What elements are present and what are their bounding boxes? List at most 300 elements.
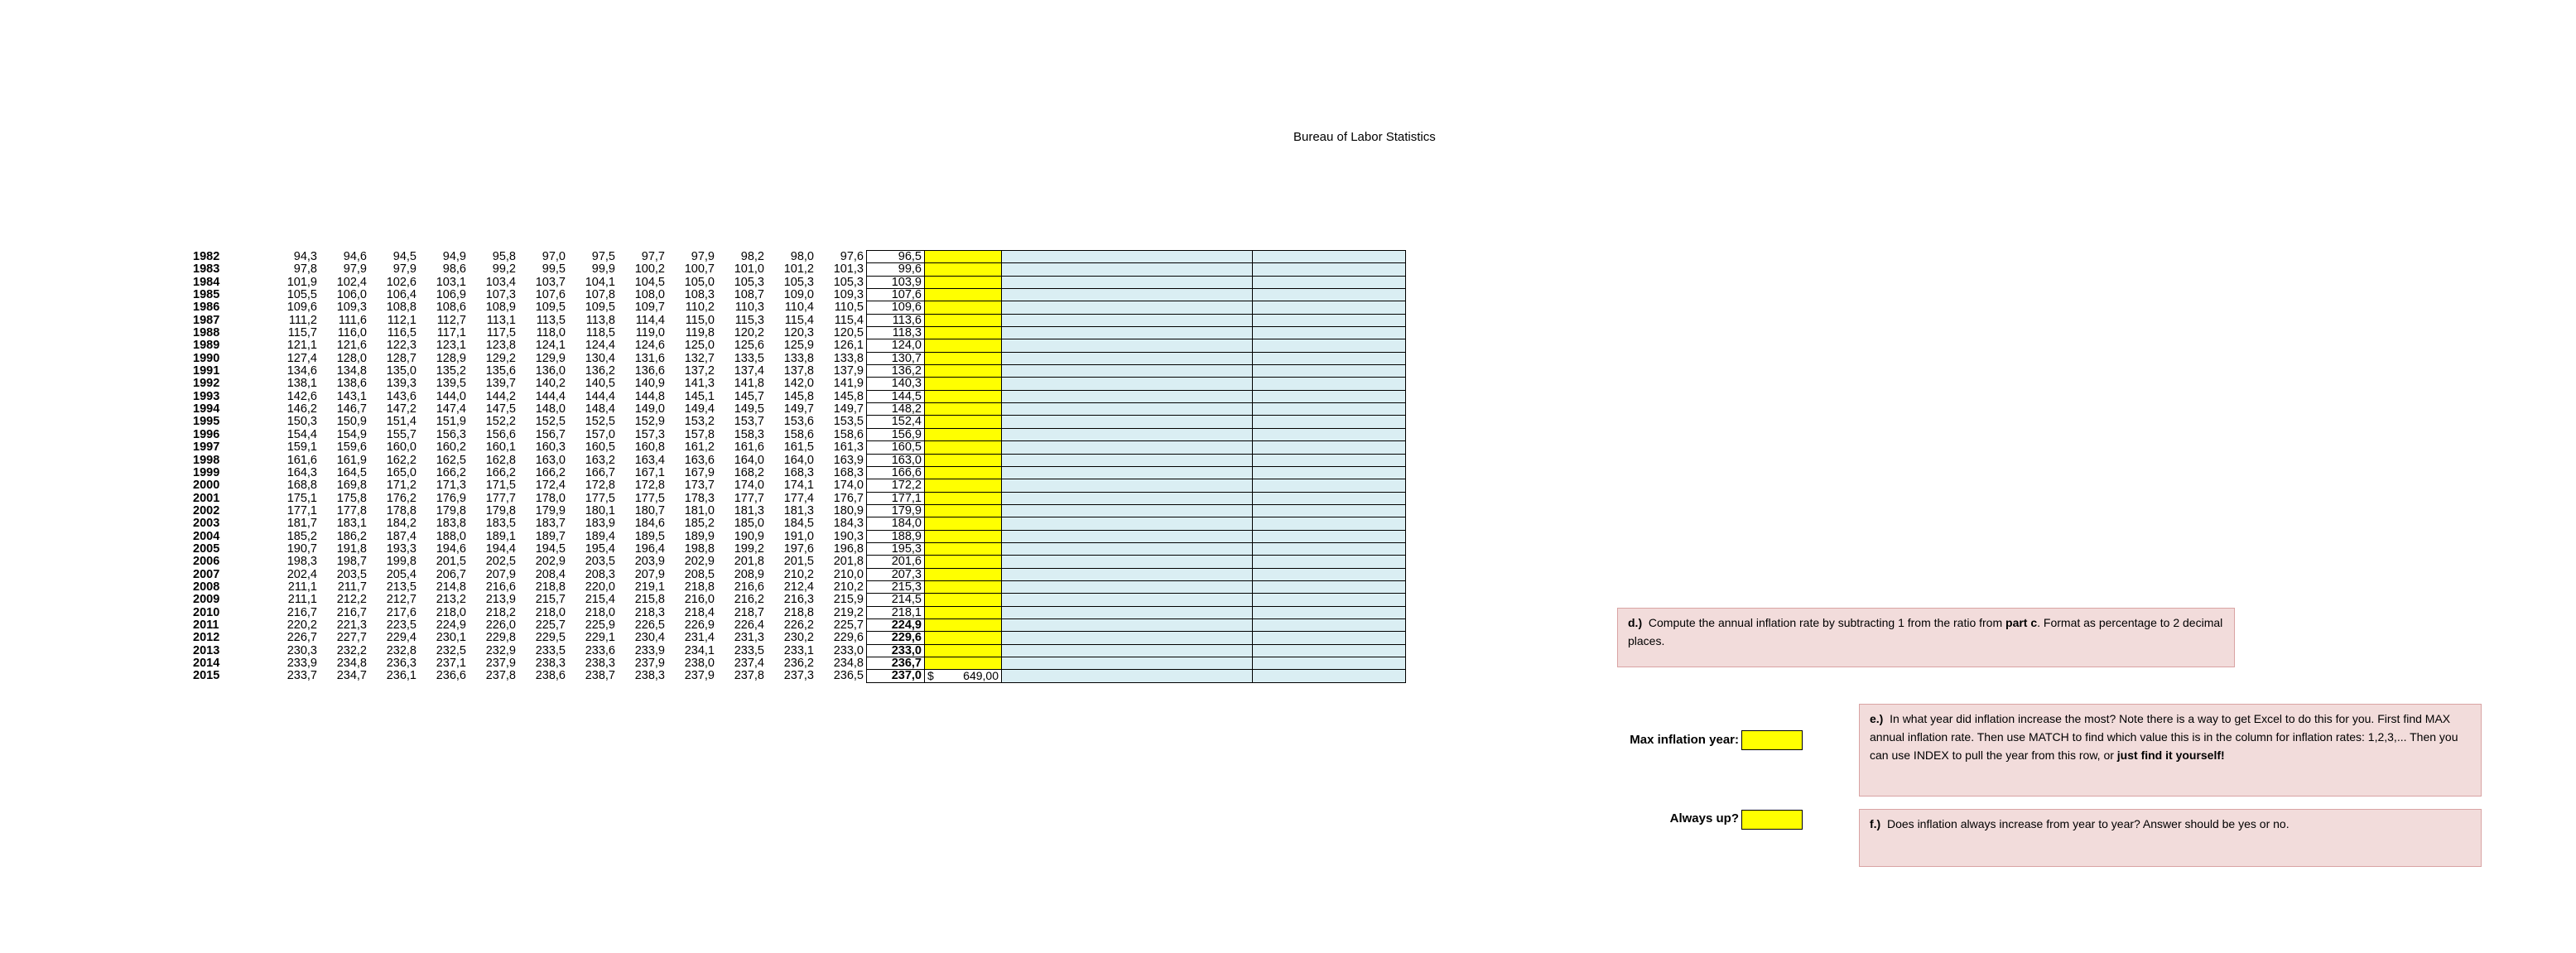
inflation-rate-cell[interactable] bbox=[1002, 378, 1253, 390]
annual-average-cell[interactable]: 233,0 bbox=[867, 644, 925, 657]
annual-average-cell[interactable]: 166,6 bbox=[867, 466, 925, 479]
year-cell: 1984 bbox=[193, 276, 220, 289]
extra-input-cell[interactable] bbox=[1253, 530, 1406, 542]
ratio-input-cell[interactable] bbox=[925, 644, 1002, 657]
month-cpi-cell: 189,4 bbox=[585, 530, 615, 543]
month-cpi-cell: 136,6 bbox=[634, 364, 665, 378]
month-cpi-cell: 109,7 bbox=[634, 301, 665, 315]
note-f-text: Does inflation always increase from year to year? Answer should be yes or no. bbox=[1887, 817, 2290, 830]
month-cpi-cell: 234,1 bbox=[684, 644, 715, 657]
month-cpi-cell: 129,9 bbox=[535, 352, 566, 365]
month-cpi-cell: 217,6 bbox=[386, 606, 416, 619]
inflation-rate-cell[interactable] bbox=[1002, 606, 1253, 618]
extra-input-cell[interactable] bbox=[1253, 441, 1406, 454]
month-cpi-cell: 101,2 bbox=[783, 262, 814, 277]
table-row bbox=[190, 352, 1406, 364]
ratio-input-cell[interactable] bbox=[925, 428, 1002, 440]
month-cpi-cell: 190,7 bbox=[286, 542, 317, 556]
year-cell: 1988 bbox=[193, 326, 220, 339]
year-cell: 2012 bbox=[193, 631, 220, 645]
extra-input-cell[interactable] bbox=[1253, 390, 1406, 402]
month-cpi-cell: 176,9 bbox=[436, 492, 466, 505]
inflation-rate-cell[interactable] bbox=[1002, 301, 1253, 314]
table-row bbox=[190, 670, 1406, 682]
extra-input-cell[interactable] bbox=[1253, 251, 1406, 263]
extra-input-cell[interactable] bbox=[1253, 416, 1406, 428]
month-cpi-cell: 172,8 bbox=[634, 479, 665, 493]
inflation-rate-cell[interactable] bbox=[1002, 454, 1253, 466]
month-cpi-cell: 97,8 bbox=[293, 262, 317, 277]
extra-input-cell[interactable] bbox=[1253, 263, 1406, 276]
annual-average-cell[interactable]: 130,7 bbox=[867, 352, 925, 364]
extra-input-cell[interactable] bbox=[1253, 289, 1406, 301]
month-cpi-cell: 178,0 bbox=[535, 492, 566, 505]
ratio-input-cell[interactable] bbox=[925, 327, 1002, 339]
month-cpi-cell: 109,5 bbox=[585, 301, 615, 315]
extra-input-cell[interactable] bbox=[1253, 327, 1406, 339]
table-row bbox=[190, 289, 1406, 301]
inflation-rate-cell[interactable] bbox=[1002, 251, 1253, 263]
ratio-input-cell[interactable] bbox=[925, 251, 1002, 263]
annual-average-cell[interactable]: 236,7 bbox=[867, 657, 925, 670]
month-cpi-cell: 128,9 bbox=[436, 352, 466, 365]
month-cpi-cell: 119,0 bbox=[635, 326, 665, 339]
month-cpi-cell: 99,2 bbox=[492, 262, 516, 277]
month-cpi-cell: 227,7 bbox=[336, 631, 367, 645]
annual-average-cell[interactable]: 99,6 bbox=[867, 263, 925, 276]
ratio-input-cell[interactable] bbox=[925, 390, 1002, 402]
year-cell: 2004 bbox=[193, 530, 220, 543]
inflation-rate-cell[interactable] bbox=[1002, 263, 1253, 276]
extra-input-cell[interactable] bbox=[1253, 632, 1406, 644]
annual-average-cell[interactable]: 214,5 bbox=[867, 594, 925, 606]
annual-average-cell[interactable]: 237,0 bbox=[867, 670, 925, 682]
month-cpi-cell: 183,5 bbox=[485, 517, 516, 531]
month-cpi-cell: 104,5 bbox=[634, 276, 665, 289]
month-cpi-cell: 110,3 bbox=[734, 301, 764, 315]
month-cpi-cell: 213,5 bbox=[386, 580, 416, 594]
table-row bbox=[190, 365, 1406, 378]
table-row bbox=[190, 378, 1406, 390]
inflation-rate-cell[interactable] bbox=[1002, 352, 1253, 364]
inflation-rate-cell[interactable] bbox=[1002, 568, 1253, 580]
cpi-table-body bbox=[190, 251, 1406, 683]
annual-average-cell[interactable]: 172,2 bbox=[867, 479, 925, 492]
inflation-rate-cell[interactable] bbox=[1002, 314, 1253, 326]
annual-average-cell[interactable]: 184,0 bbox=[867, 517, 925, 530]
month-cpi-cell: 215,4 bbox=[585, 593, 615, 607]
month-cpi-cell: 94,6 bbox=[343, 250, 367, 263]
table-row bbox=[190, 606, 1406, 618]
month-cpi-cell: 133,8 bbox=[783, 352, 814, 365]
month-cpi-cell: 141,8 bbox=[734, 377, 764, 391]
extra-input-cell[interactable] bbox=[1253, 606, 1406, 618]
month-cpi-cell: 160,8 bbox=[634, 440, 665, 454]
month-cpi-cell: 108,7 bbox=[734, 288, 764, 301]
month-cpi-cell: 225,7 bbox=[535, 618, 566, 632]
note-f-label: f.) bbox=[1870, 817, 1881, 830]
month-cpi-cell: 224,9 bbox=[436, 618, 466, 632]
note-part-f bbox=[1859, 809, 2482, 867]
table-row bbox=[190, 644, 1406, 657]
month-cpi-cell: 177,7 bbox=[485, 492, 516, 505]
annual-average-cell[interactable]: 177,1 bbox=[867, 492, 925, 504]
extra-input-cell[interactable] bbox=[1253, 594, 1406, 606]
month-cpi-cell: 103,1 bbox=[436, 276, 466, 289]
month-cpi-cell: 100,2 bbox=[634, 262, 665, 277]
month-cpi-cell: 108,8 bbox=[386, 301, 416, 315]
extra-input-cell[interactable] bbox=[1253, 339, 1406, 352]
month-cpi-cell: 105,3 bbox=[783, 276, 814, 289]
month-cpi-cell: 177,5 bbox=[634, 492, 665, 505]
month-cpi-cell: 103,4 bbox=[485, 276, 516, 289]
annual-average-cell[interactable]: 144,5 bbox=[867, 390, 925, 402]
ratio-input-cell[interactable] bbox=[925, 580, 1002, 593]
ratio-input-cell[interactable] bbox=[925, 530, 1002, 542]
month-cpi-cell: 157,0 bbox=[585, 428, 615, 441]
year-cell: 1993 bbox=[193, 390, 220, 403]
month-cpi-cell: 233,0 bbox=[833, 644, 864, 657]
annual-average-cell[interactable]: 224,9 bbox=[867, 618, 925, 631]
ratio-input-cell[interactable] bbox=[925, 289, 1002, 301]
annual-average-cell[interactable]: 195,3 bbox=[867, 542, 925, 555]
month-cpi-cell: 123,8 bbox=[485, 339, 516, 353]
price-cell[interactable] bbox=[925, 670, 1002, 682]
month-cpi-cell: 141,9 bbox=[833, 377, 864, 391]
page-title: Bureau of Labor Statistics bbox=[1293, 130, 1436, 144]
month-cpi-cell: 97,9 bbox=[343, 262, 367, 277]
ratio-input-cell[interactable] bbox=[925, 403, 1002, 416]
month-cpi-cell: 189,1 bbox=[485, 530, 516, 543]
note-part-d bbox=[1617, 608, 2235, 667]
month-cpi-cell: 144,4 bbox=[585, 390, 615, 403]
month-cpi-cell: 216,7 bbox=[336, 606, 367, 619]
table-row bbox=[190, 657, 1406, 670]
ratio-input-cell[interactable] bbox=[925, 606, 1002, 618]
month-cpi-cell: 185,0 bbox=[734, 517, 764, 531]
month-cpi-cell: 95,8 bbox=[492, 250, 516, 263]
annual-average-cell[interactable]: 179,9 bbox=[867, 504, 925, 517]
inflation-rate-cell[interactable] bbox=[1002, 517, 1253, 530]
extra-input-cell[interactable] bbox=[1253, 301, 1406, 314]
month-cpi-cell: 118,5 bbox=[585, 326, 615, 339]
annual-average-cell[interactable]: 107,6 bbox=[867, 289, 925, 301]
annual-average-cell[interactable]: 207,3 bbox=[867, 568, 925, 580]
ratio-input-cell[interactable] bbox=[925, 454, 1002, 466]
month-cpi-cell: 138,6 bbox=[336, 377, 367, 391]
inflation-rate-cell[interactable] bbox=[1002, 327, 1253, 339]
month-cpi-cell: 134,8 bbox=[336, 364, 367, 378]
extra-input-cell[interactable] bbox=[1253, 504, 1406, 517]
extra-input-cell[interactable] bbox=[1253, 568, 1406, 580]
annual-average-cell[interactable]: 124,0 bbox=[867, 339, 925, 352]
month-cpi-cell: 119,8 bbox=[685, 326, 715, 339]
month-cpi-cell: 230,2 bbox=[783, 631, 814, 645]
ratio-input-cell[interactable] bbox=[925, 301, 1002, 314]
month-cpi-cell: 105,5 bbox=[286, 288, 317, 301]
annual-average-cell[interactable]: 148,2 bbox=[867, 403, 925, 416]
annual-average-cell[interactable]: 201,6 bbox=[867, 556, 925, 568]
month-cpi-cell: 149,5 bbox=[734, 402, 764, 416]
month-cpi-cell: 162,5 bbox=[436, 454, 466, 467]
inflation-rate-cell[interactable] bbox=[1002, 339, 1253, 352]
month-cpi-cell: 186,2 bbox=[336, 530, 367, 543]
ratio-input-cell[interactable] bbox=[925, 632, 1002, 644]
month-cpi-cell: 183,8 bbox=[436, 517, 466, 531]
table-row bbox=[190, 403, 1406, 416]
extra-input-cell[interactable] bbox=[1253, 365, 1406, 378]
month-cpi-cell: 171,2 bbox=[386, 479, 416, 493]
extra-input-cell[interactable] bbox=[1253, 428, 1406, 440]
month-cpi-cell: 156,3 bbox=[436, 428, 466, 441]
month-cpi-cell: 190,9 bbox=[734, 530, 764, 543]
month-cpi-cell: 100,7 bbox=[684, 262, 715, 277]
ratio-input-cell[interactable] bbox=[925, 352, 1002, 364]
month-cpi-cell: 151,9 bbox=[436, 415, 466, 429]
ratio-input-cell[interactable] bbox=[925, 504, 1002, 517]
note-e-label: e.) bbox=[1870, 712, 1884, 725]
ratio-input-cell[interactable] bbox=[925, 263, 1002, 276]
extra-input-cell[interactable] bbox=[1253, 517, 1406, 530]
always-up-label: Always up? bbox=[1669, 811, 1739, 825]
inflation-rate-cell[interactable] bbox=[1002, 441, 1253, 454]
inflation-rate-cell[interactable] bbox=[1002, 632, 1253, 644]
year-cell: 2003 bbox=[193, 517, 220, 531]
ratio-input-cell[interactable] bbox=[925, 657, 1002, 670]
extra-input-cell[interactable] bbox=[1253, 276, 1406, 288]
month-cpi-cell: 211,7 bbox=[337, 580, 367, 594]
year-cell: 1996 bbox=[193, 428, 220, 441]
ratio-input-cell[interactable] bbox=[925, 441, 1002, 454]
month-cpi-cell: 128,0 bbox=[336, 352, 367, 365]
table-row bbox=[190, 327, 1406, 339]
month-cpi-cell: 233,7 bbox=[286, 669, 317, 683]
month-cpi-cell: 111,2 bbox=[288, 314, 317, 327]
inflation-rate-cell[interactable] bbox=[1002, 670, 1253, 682]
month-cpi-cell: 212,2 bbox=[336, 593, 367, 607]
month-cpi-cell: 233,9 bbox=[634, 644, 665, 657]
month-cpi-cell: 179,8 bbox=[485, 504, 516, 517]
month-cpi-cell: 208,4 bbox=[535, 568, 566, 581]
month-cpi-cell: 189,9 bbox=[684, 530, 715, 543]
always-up-cell[interactable] bbox=[1741, 810, 1803, 830]
month-cpi-cell: 112,1 bbox=[387, 314, 416, 327]
month-cpi-cell: 237,1 bbox=[436, 657, 466, 670]
year-cell: 2011 bbox=[193, 618, 219, 632]
ratio-input-cell[interactable] bbox=[925, 517, 1002, 530]
month-cpi-cell: 104,1 bbox=[585, 276, 615, 289]
month-cpi-cell: 172,8 bbox=[585, 479, 615, 493]
annual-average-cell[interactable]: 163,0 bbox=[867, 454, 925, 466]
annual-average-cell[interactable]: 152,4 bbox=[867, 416, 925, 428]
month-cpi-cell: 102,4 bbox=[336, 276, 367, 289]
extra-input-cell[interactable] bbox=[1253, 492, 1406, 504]
month-cpi-cell: 101,0 bbox=[734, 262, 764, 277]
ratio-input-cell[interactable] bbox=[925, 618, 1002, 631]
annual-average-cell[interactable]: 103,9 bbox=[867, 276, 925, 288]
month-cpi-cell: 207,9 bbox=[634, 568, 665, 581]
month-cpi-cell: 142,0 bbox=[783, 377, 814, 391]
month-cpi-cell: 195,4 bbox=[585, 542, 615, 556]
inflation-rate-cell[interactable] bbox=[1002, 556, 1253, 568]
annual-average-cell[interactable]: 118,3 bbox=[867, 327, 925, 339]
month-cpi-cell: 218,8 bbox=[684, 580, 715, 594]
annual-average-cell[interactable]: 215,3 bbox=[867, 580, 925, 593]
month-cpi-cell: 191,8 bbox=[336, 542, 367, 556]
annual-average-cell[interactable]: 229,6 bbox=[867, 632, 925, 644]
month-cpi-cell: 179,8 bbox=[436, 504, 466, 517]
extra-input-cell[interactable] bbox=[1253, 352, 1406, 364]
inflation-rate-cell[interactable] bbox=[1002, 428, 1253, 440]
extra-input-cell[interactable] bbox=[1253, 618, 1406, 631]
month-cpi-cell: 236,6 bbox=[436, 669, 466, 683]
annual-average-cell[interactable]: 109,6 bbox=[867, 301, 925, 314]
extra-input-cell[interactable] bbox=[1253, 314, 1406, 326]
ratio-input-cell[interactable] bbox=[925, 492, 1002, 504]
month-cpi-cell: 109,3 bbox=[336, 301, 367, 315]
table-row bbox=[190, 314, 1406, 326]
max-inflation-cell[interactable] bbox=[1741, 730, 1803, 750]
month-cpi-cell: 173,7 bbox=[684, 479, 715, 493]
month-cpi-cell: 226,0 bbox=[485, 618, 516, 632]
table-row bbox=[190, 454, 1406, 466]
ratio-input-cell[interactable] bbox=[925, 542, 1002, 555]
inflation-rate-cell[interactable] bbox=[1002, 657, 1253, 670]
month-cpi-cell: 147,2 bbox=[386, 402, 416, 416]
inflation-rate-cell[interactable] bbox=[1002, 276, 1253, 288]
month-cpi-cell: 229,5 bbox=[535, 631, 566, 645]
month-cpi-cell: 232,8 bbox=[386, 644, 416, 657]
annual-average-cell[interactable]: 140,3 bbox=[867, 378, 925, 390]
month-cpi-cell: 161,6 bbox=[734, 440, 764, 454]
extra-input-cell[interactable] bbox=[1253, 479, 1406, 492]
annual-average-cell[interactable]: 218,1 bbox=[867, 606, 925, 618]
month-cpi-cell: 184,6 bbox=[634, 517, 665, 531]
month-cpi-cell: 161,6 bbox=[286, 454, 317, 467]
ratio-input-cell[interactable] bbox=[925, 416, 1002, 428]
extra-input-cell[interactable] bbox=[1253, 542, 1406, 555]
inflation-rate-cell[interactable] bbox=[1002, 644, 1253, 657]
month-cpi-cell: 218,0 bbox=[585, 606, 615, 619]
annual-average-cell[interactable]: 113,6 bbox=[867, 314, 925, 326]
ratio-input-cell[interactable] bbox=[925, 479, 1002, 492]
extra-input-cell[interactable] bbox=[1253, 670, 1406, 682]
cpi-table bbox=[190, 250, 1406, 683]
month-cpi-cell: 94,3 bbox=[293, 250, 317, 263]
inflation-rate-cell[interactable] bbox=[1002, 466, 1253, 479]
month-cpi-cell: 237,8 bbox=[734, 669, 764, 683]
month-cpi-cell: 194,6 bbox=[436, 542, 466, 556]
month-cpi-cell: 152,9 bbox=[634, 415, 665, 429]
inflation-rate-cell[interactable] bbox=[1002, 492, 1253, 504]
month-cpi-cell: 120,5 bbox=[833, 326, 864, 339]
month-cpi-cell: 221,3 bbox=[336, 618, 367, 632]
extra-input-cell[interactable] bbox=[1253, 580, 1406, 593]
inflation-rate-cell[interactable] bbox=[1002, 403, 1253, 416]
month-cpi-cell: 108,3 bbox=[684, 288, 715, 301]
month-cpi-cell: 136,2 bbox=[585, 364, 615, 378]
month-cpi-cell: 97,6 bbox=[840, 250, 864, 263]
month-cpi-cell: 172,4 bbox=[535, 479, 566, 493]
inflation-rate-cell[interactable] bbox=[1002, 390, 1253, 402]
inflation-rate-cell[interactable] bbox=[1002, 580, 1253, 593]
ratio-input-cell[interactable] bbox=[925, 594, 1002, 606]
inflation-rate-cell[interactable] bbox=[1002, 479, 1253, 492]
ratio-input-cell[interactable] bbox=[925, 556, 1002, 568]
table-row bbox=[190, 479, 1406, 492]
month-cpi-cell: 220,2 bbox=[286, 618, 317, 632]
month-cpi-cell: 213,9 bbox=[485, 593, 516, 607]
inflation-rate-cell[interactable] bbox=[1002, 594, 1253, 606]
year-cell: 1998 bbox=[193, 454, 220, 467]
month-cpi-cell: 112,7 bbox=[436, 314, 466, 327]
month-cpi-cell: 196,8 bbox=[833, 542, 864, 556]
inflation-rate-cell[interactable] bbox=[1002, 542, 1253, 555]
month-cpi-cell: 162,2 bbox=[386, 454, 416, 467]
ratio-input-cell[interactable] bbox=[925, 276, 1002, 288]
month-cpi-cell: 208,5 bbox=[684, 568, 715, 581]
ratio-input-cell[interactable] bbox=[925, 466, 1002, 479]
month-cpi-cell: 152,5 bbox=[535, 415, 566, 429]
month-cpi-cell: 234,8 bbox=[336, 657, 367, 670]
month-cpi-cell: 236,5 bbox=[833, 669, 864, 683]
ratio-input-cell[interactable] bbox=[925, 378, 1002, 390]
annual-average-cell[interactable]: 160,5 bbox=[867, 441, 925, 454]
extra-input-cell[interactable] bbox=[1253, 556, 1406, 568]
extra-input-cell[interactable] bbox=[1253, 454, 1406, 466]
annual-average-cell[interactable]: 188,9 bbox=[867, 530, 925, 542]
month-cpi-cell: 233,6 bbox=[585, 644, 615, 657]
month-cpi-cell: 135,2 bbox=[436, 364, 466, 378]
year-cell: 1997 bbox=[193, 440, 220, 454]
month-cpi-cell: 115,7 bbox=[287, 326, 317, 339]
month-cpi-cell: 143,6 bbox=[386, 390, 416, 403]
inflation-rate-cell[interactable] bbox=[1002, 618, 1253, 631]
month-cpi-cell: 207,9 bbox=[485, 568, 516, 581]
month-cpi-cell: 157,3 bbox=[634, 428, 665, 441]
ratio-input-cell[interactable] bbox=[925, 365, 1002, 378]
extra-input-cell[interactable] bbox=[1253, 657, 1406, 670]
month-cpi-cell: 109,5 bbox=[535, 301, 566, 315]
inflation-rate-cell[interactable] bbox=[1002, 530, 1253, 542]
inflation-rate-cell[interactable] bbox=[1002, 365, 1253, 378]
month-cpi-cell: 152,5 bbox=[585, 415, 615, 429]
inflation-rate-cell[interactable] bbox=[1002, 504, 1253, 517]
month-cpi-cell: 231,4 bbox=[684, 631, 715, 645]
inflation-rate-cell[interactable] bbox=[1002, 289, 1253, 301]
ratio-input-cell[interactable] bbox=[925, 314, 1002, 326]
month-cpi-cell: 166,7 bbox=[585, 466, 615, 479]
year-cell: 2005 bbox=[193, 542, 220, 556]
annual-average-cell[interactable]: 156,9 bbox=[867, 428, 925, 440]
extra-input-cell[interactable] bbox=[1253, 403, 1406, 416]
annual-average-cell[interactable]: 136,2 bbox=[867, 365, 925, 378]
inflation-rate-cell[interactable] bbox=[1002, 416, 1253, 428]
month-cpi-cell: 165,0 bbox=[386, 466, 416, 479]
month-cpi-cell: 198,7 bbox=[336, 555, 367, 569]
month-cpi-cell: 202,9 bbox=[535, 555, 566, 569]
extra-input-cell[interactable] bbox=[1253, 378, 1406, 390]
month-cpi-cell: 237,4 bbox=[734, 657, 764, 670]
annual-average-cell[interactable]: 96,5 bbox=[867, 251, 925, 263]
ratio-input-cell[interactable] bbox=[925, 339, 1002, 352]
extra-input-cell[interactable] bbox=[1253, 644, 1406, 657]
month-cpi-cell: 171,5 bbox=[485, 479, 516, 493]
price-amount: 649,00 bbox=[963, 669, 999, 683]
month-cpi-cell: 97,9 bbox=[691, 250, 715, 263]
extra-input-cell[interactable] bbox=[1253, 466, 1406, 479]
ratio-input-cell[interactable] bbox=[925, 568, 1002, 580]
